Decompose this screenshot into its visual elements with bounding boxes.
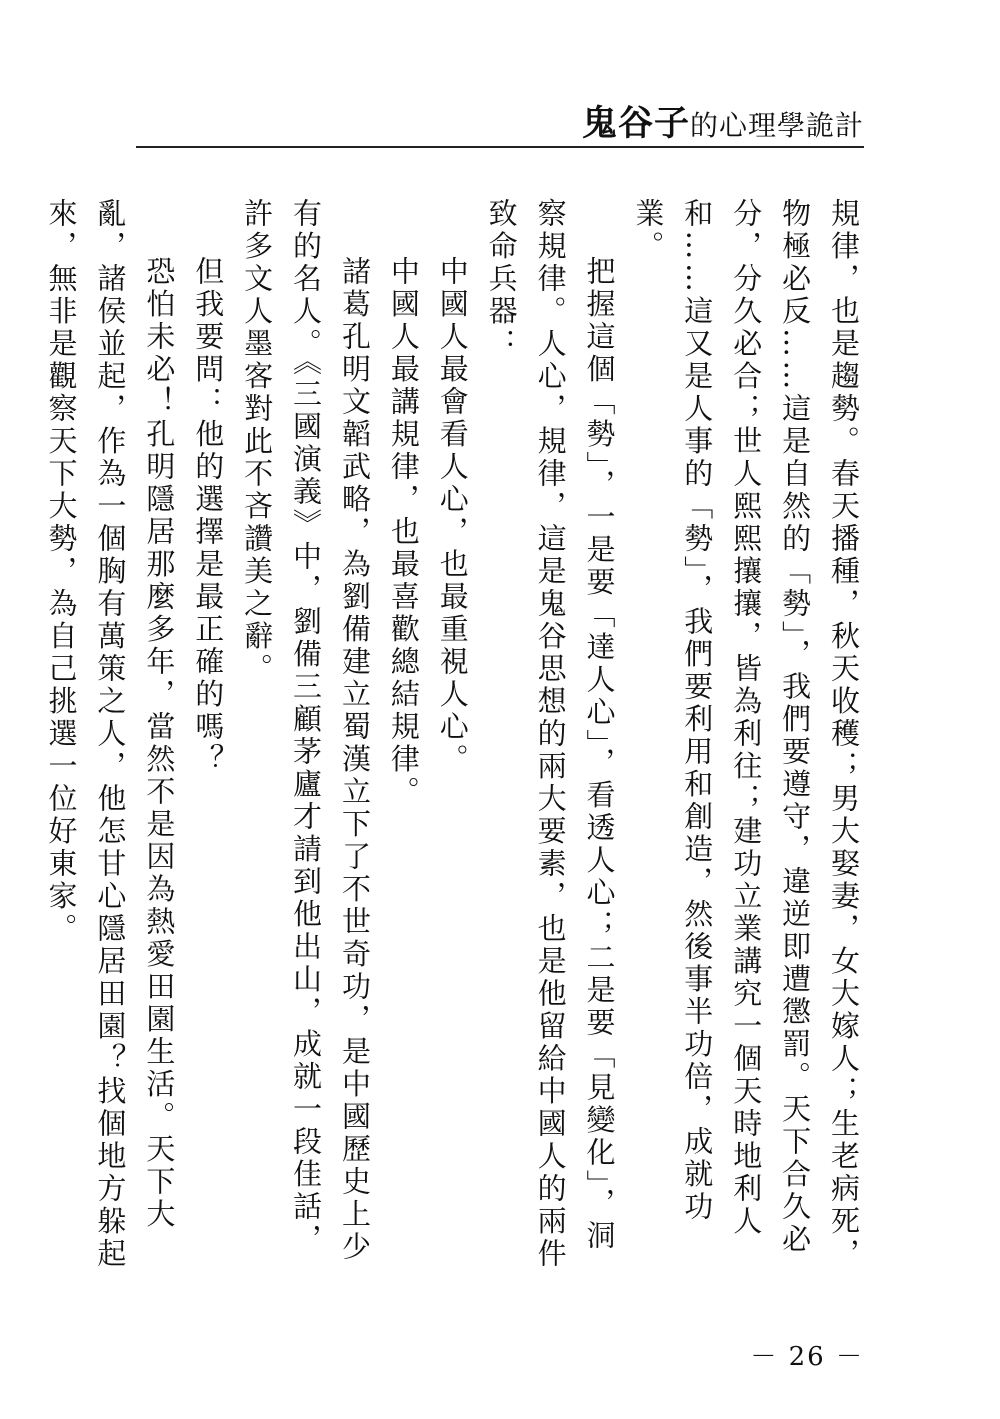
book-title-main: 鬼谷子 — [581, 103, 690, 144]
paragraph: 中國人最講規律，也最喜歡總結規律。 — [386, 256, 421, 809]
paragraph: 中國人最會看人心，也最重視人心。 — [435, 256, 470, 776]
paragraph: 把握這個「勢」，一是要「達人心」，看透人心；二是要「見變化」，洞察規律。人心，規律，這是鬼谷思想的兩大要素，也是他留給中國人的兩件致命兵器： — [484, 198, 617, 1271]
book-title-sub: 的心理學詭計 — [689, 109, 864, 142]
page-number: － 26 － — [750, 1342, 864, 1372]
body-text — [44, 198, 868, 1278]
paragraph: 但我要問：他的選擇是最正確的嗎？ — [191, 256, 226, 776]
paragraph: 諸葛孔明文韜武略，為劉備建立蜀漢立下了不世奇功，是中國歷史上少有的名人。《三國演義》中，劉備三顧茅廬才請到他出山，成就一段佳話，許多文人墨客對此不吝讚美之辭。 — [240, 198, 372, 1264]
running-header — [582, 96, 864, 146]
header-rule — [136, 146, 864, 148]
paragraph: 恐怕未必！孔明隱居那麼多年，當然不是因為熱愛田園生活。天下大亂，諸侯並起，作為一個胸有萬策之人，他怎甘心隱居田園？找個地方躲起來，無非是觀察天下大勢，為自己挑選一位好東家。 — [44, 198, 177, 1271]
paragraph: 規律，也是趨勢。春天播種，秋天收穫；男大娶妻，女大嫁人；生老病死，物極必反……這是自然的「勢」，我們要遵守，違逆即遭懲罰。天下合久必分，分久必合；世人熙熙攘攘，皆為利往；建功立業講究一個天時地利人和……這又是人事的「勢」，我們要利用和創造，然後事半功倍，成就功業。 — [631, 198, 861, 1271]
